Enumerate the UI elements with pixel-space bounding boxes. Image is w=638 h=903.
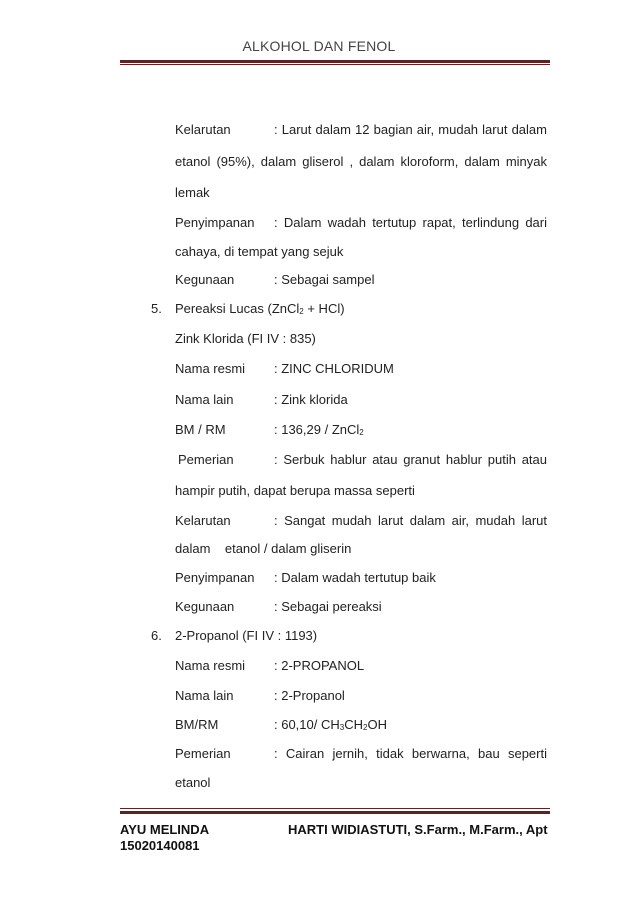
item6-number: 6.	[151, 628, 162, 643]
footer-supervisor: HARTI WIDIASTUTI, S.Farm., M.Farm., Apt	[288, 822, 548, 837]
nama-resmi-label: Nama resmi	[175, 361, 246, 376]
item5-number: 5.	[151, 301, 162, 316]
item5-ref: Zink Klorida (FI IV : 835)	[175, 331, 316, 346]
pemerian-value-line1: : Serbuk hablur atau granut hablur putih atau	[274, 452, 547, 467]
header-rule-thick	[120, 60, 550, 63]
item5-title: Pereaksi Lucas (ZnCl$_2$ + HCl)	[175, 301, 345, 316]
kegunaan-label: Kegunaan	[175, 272, 235, 287]
page-header-title: ALKOHOL DAN FENOL	[242, 38, 396, 54]
item6-title: 2-Propanol (FI IV : 1193)	[175, 628, 318, 643]
kelarutan-value-5-line2: dalam etanol / dalam gliserin	[175, 541, 352, 556]
nama-resmi-label-6: Nama resmi	[175, 658, 246, 673]
penyimpanan-label-5: Penyimpanan	[175, 570, 255, 585]
bm-value: : 136,29 / ZnCl$_2$	[274, 422, 364, 437]
bm-label-6: BM/RM	[175, 717, 219, 732]
pemerian-value-6-line1: : Cairan jernih, tidak berwarna, bau seperti	[274, 746, 547, 761]
kelarutan-label: Kelarutan	[175, 122, 231, 137]
nama-lain-label: Nama lain	[175, 392, 234, 407]
bm-value-6: : 60,10/ $CH_3CH_2OH$	[274, 717, 387, 732]
kelarutan-value-line2: etanol (95%), dalam gliserol , dalam kloroform, dalam minyak	[175, 154, 547, 169]
kelarutan-value-5-line1: : Sangat mudah larut dalam air, mudah larut	[274, 513, 547, 528]
nama-resmi-value-6: : 2-PROPANOL	[274, 658, 365, 673]
kegunaan-value: : Sebagai sampel	[274, 272, 375, 287]
nama-lain-value: : Zink klorida	[274, 392, 348, 407]
bm-label: BM / RM	[175, 422, 226, 437]
footer-rule-thick	[120, 811, 550, 814]
pemerian-label-6: Pemerian	[175, 746, 231, 761]
kelarutan-value-line3: lemak	[175, 185, 210, 200]
kelarutan-value-line1: : Larut dalam 12 bagian air, mudah larut dalam	[274, 122, 547, 137]
kegunaan-label-5: Kegunaan	[175, 599, 235, 614]
penyimpanan-value-5: : Dalam wadah tertutup baik	[274, 570, 436, 585]
nama-lain-label-6: Nama lain	[175, 688, 234, 703]
footer-author-name: AYU MELINDA	[120, 822, 210, 837]
footer-author-id: 15020140081	[120, 838, 200, 853]
pemerian-label: Pemerian	[178, 452, 234, 467]
header-rule-thin	[120, 64, 550, 65]
pemerian-value-line2: hampir putih, dapat berupa massa seperti	[175, 483, 415, 498]
nama-lain-value-6: : 2-Propanol	[274, 688, 345, 703]
penyimpanan-value-line1: : Dalam wadah tertutup rapat, terlindung dari	[274, 215, 547, 230]
nama-resmi-value: : ZINC CHLORIDUM	[274, 361, 394, 376]
kelarutan-label-5: Kelarutan	[175, 513, 231, 528]
footer-rule-thin	[120, 808, 550, 809]
penyimpanan-value-line2: cahaya, di tempat yang sejuk	[175, 244, 344, 259]
kegunaan-value-5: : Sebagai pereaksi	[274, 599, 382, 614]
pemerian-value-6-line2: etanol	[175, 775, 211, 790]
penyimpanan-label: Penyimpanan	[175, 215, 255, 230]
